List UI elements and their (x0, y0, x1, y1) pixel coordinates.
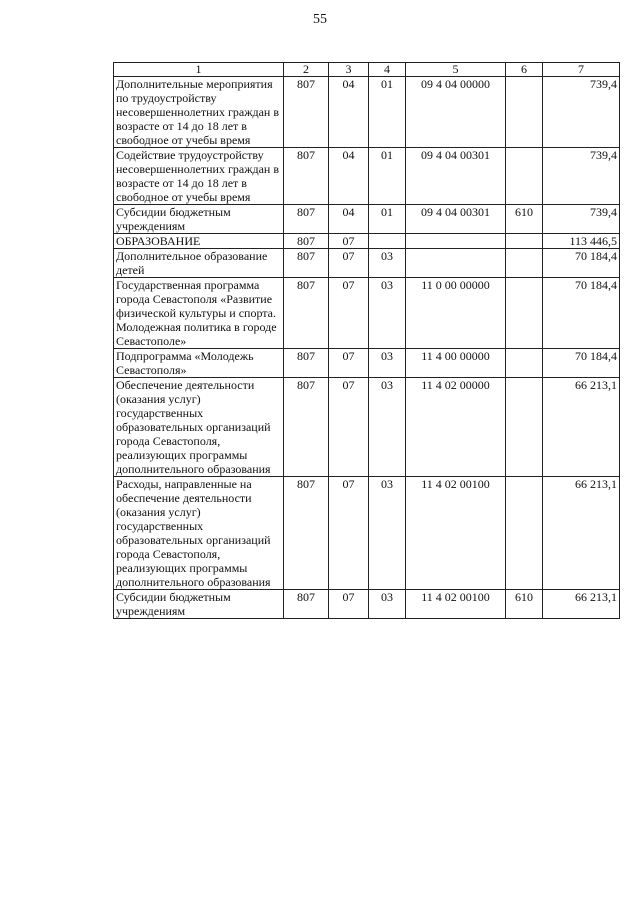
row-code6-cell (506, 349, 543, 378)
column-header: 5 (406, 63, 506, 77)
row-code6-cell (506, 278, 543, 349)
row-code5-cell: 09 4 04 00301 (406, 148, 506, 205)
column-header: 4 (369, 63, 406, 77)
row-code4-cell: 03 (369, 278, 406, 349)
row-code5-cell (406, 249, 506, 278)
column-header: 3 (329, 63, 369, 77)
row-code3-cell: 07 (329, 378, 369, 477)
row-code4-cell: 03 (369, 590, 406, 619)
row-code4-cell: 01 (369, 148, 406, 205)
column-header: 6 (506, 63, 543, 77)
table-row (114, 477, 620, 590)
table-body (114, 77, 620, 619)
row-name-cell: Дополнительное образование детей (114, 249, 284, 278)
row-code5-cell: 09 4 04 00301 (406, 205, 506, 234)
row-code6-cell (506, 234, 543, 249)
row-code5-cell: 11 4 02 00100 (406, 590, 506, 619)
row-amount-cell: 70 184,4 (543, 278, 620, 349)
row-code5-cell: 11 0 00 00000 (406, 278, 506, 349)
row-code3-cell: 07 (329, 590, 369, 619)
page-number: 55 (313, 12, 327, 27)
row-code4-cell: 03 (369, 477, 406, 590)
row-code4-cell: 01 (369, 205, 406, 234)
row-code3-cell: 04 (329, 77, 369, 148)
row-name-cell: Дополнительные мероприятия по трудоустройству несовершеннолетних граждан в возрасте от 14 до 18 лет в свободное от учебы время (114, 77, 284, 148)
table-row (114, 205, 620, 234)
table-row (114, 378, 620, 477)
row-code5-cell: 11 4 00 00000 (406, 349, 506, 378)
row-code4-cell: 03 (369, 349, 406, 378)
row-amount-cell: 66 213,1 (543, 590, 620, 619)
row-code2-cell: 807 (284, 278, 329, 349)
row-code2-cell: 807 (284, 249, 329, 278)
table-row (114, 278, 620, 349)
row-code6-cell: 610 (506, 590, 543, 619)
row-amount-cell: 739,4 (543, 205, 620, 234)
row-code3-cell: 07 (329, 349, 369, 378)
table-row (114, 234, 620, 249)
column-header: 7 (543, 63, 620, 77)
row-code2-cell: 807 (284, 205, 329, 234)
row-name-cell: Субсидии бюджетным учреждениям (114, 205, 284, 234)
header-row (114, 63, 620, 77)
column-header: 1 (114, 63, 284, 77)
row-amount-cell: 113 446,5 (543, 234, 620, 249)
row-code4-cell: 03 (369, 249, 406, 278)
budget-table (113, 62, 620, 619)
row-code2-cell: 807 (284, 234, 329, 249)
row-code2-cell: 807 (284, 590, 329, 619)
row-code4-cell: 03 (369, 378, 406, 477)
row-code6-cell (506, 378, 543, 477)
table-row (114, 590, 620, 619)
row-code3-cell: 07 (329, 249, 369, 278)
row-amount-cell: 70 184,4 (543, 249, 620, 278)
row-name-cell: Содействие трудоустройству несовершеннолетних граждан в возрасте от 14 до 18 лет в свободное от учебы время (114, 148, 284, 205)
row-amount-cell: 70 184,4 (543, 349, 620, 378)
row-code2-cell: 807 (284, 477, 329, 590)
row-name-cell: ОБРАЗОВАНИЕ (114, 234, 284, 249)
row-code5-cell: 11 4 02 00000 (406, 378, 506, 477)
row-code5-cell: 11 4 02 00100 (406, 477, 506, 590)
row-amount-cell: 739,4 (543, 77, 620, 148)
row-code3-cell: 04 (329, 148, 369, 205)
row-code6-cell (506, 477, 543, 590)
row-code6-cell (506, 77, 543, 148)
row-code2-cell: 807 (284, 378, 329, 477)
row-code5-cell: 09 4 04 00000 (406, 77, 506, 148)
row-code4-cell: 01 (369, 77, 406, 148)
row-name-cell: Обеспечение деятельности (оказания услуг) государственных образовательных организаций города Севастополя, реализующих программы дополнительного образования (114, 378, 284, 477)
row-code5-cell (406, 234, 506, 249)
row-amount-cell: 66 213,1 (543, 477, 620, 590)
row-code4-cell (369, 234, 406, 249)
column-header: 2 (284, 63, 329, 77)
row-code2-cell: 807 (284, 349, 329, 378)
row-code6-cell: 610 (506, 205, 543, 234)
table-row (114, 148, 620, 205)
row-code3-cell: 07 (329, 278, 369, 349)
table-row (114, 249, 620, 278)
row-code3-cell: 04 (329, 205, 369, 234)
row-name-cell: Подпрограмма «Молодежь Севастополя» (114, 349, 284, 378)
row-code2-cell: 807 (284, 77, 329, 148)
row-code6-cell (506, 249, 543, 278)
row-code3-cell: 07 (329, 234, 369, 249)
row-code2-cell: 807 (284, 148, 329, 205)
row-amount-cell: 66 213,1 (543, 378, 620, 477)
row-name-cell: Субсидии бюджетным учреждениям (114, 590, 284, 619)
row-name-cell: Государственная программа города Севастополя «Развитие физической культуры и спорта. Молодежная политика в городе Севастополе» (114, 278, 284, 349)
row-amount-cell: 739,4 (543, 148, 620, 205)
row-name-cell: Расходы, направленные на обеспечение деятельности (оказания услуг) государственных образовательных организаций города Севастополя, реализующих программы дополнительного образования (114, 477, 284, 590)
row-code6-cell (506, 148, 543, 205)
table-row (114, 349, 620, 378)
row-code3-cell: 07 (329, 477, 369, 590)
table-row (114, 77, 620, 148)
